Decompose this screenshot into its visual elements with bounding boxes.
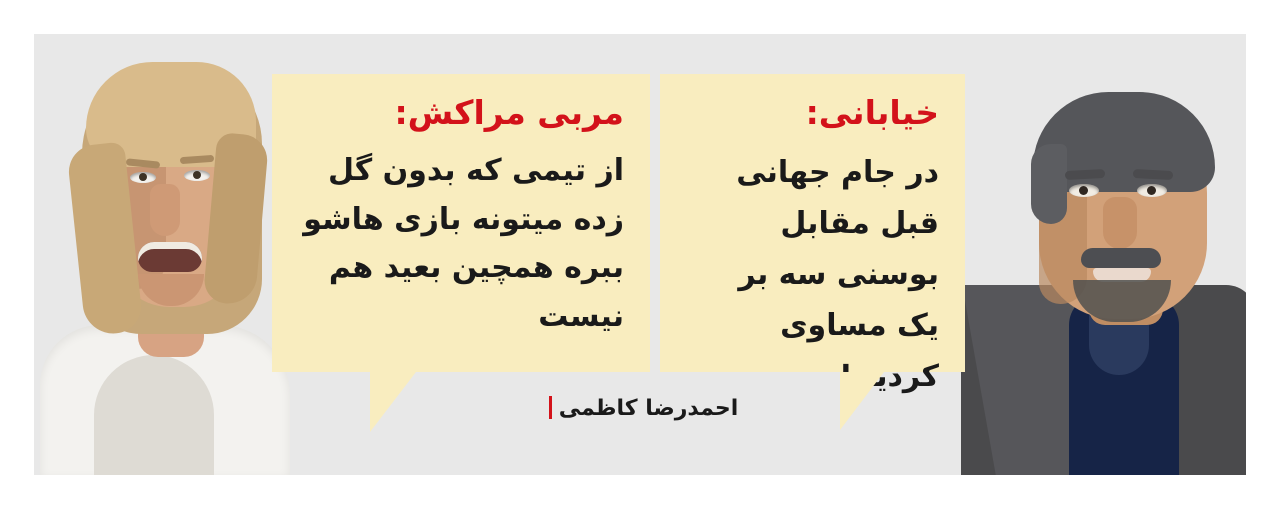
speech-bubble-coach-quote: از تیمی که بدون گل زده میتونه بازی هاشو ببره همچین بعید هم نیست bbox=[303, 153, 624, 335]
speech-bubble-khiabani bbox=[660, 74, 965, 395]
coach-pupil-right bbox=[193, 171, 201, 179]
khiabani-hair-side bbox=[1031, 144, 1067, 224]
coach-mouth bbox=[138, 242, 202, 272]
speech-bubble-khiabani-quote: در جام جهانی قبل مقابل بوسنی سه بر یک مساوی کردیم! bbox=[736, 155, 939, 395]
coach-nose bbox=[150, 184, 180, 236]
coach-pupil-left bbox=[139, 173, 147, 181]
khiabani-nose bbox=[1103, 197, 1137, 249]
artist-credit-name: احمدرضا کاظمی bbox=[558, 396, 739, 421]
credit-divider-bar bbox=[549, 396, 552, 419]
speech-bubble-coach-speaker: مربی مراکش: bbox=[394, 93, 624, 132]
khiabani-pupil-right bbox=[1147, 186, 1156, 195]
speech-bubble-khiabani-speaker: خیابانی: bbox=[805, 93, 939, 132]
speech-bubble-coach bbox=[272, 74, 650, 372]
khiabani-pupil-left bbox=[1079, 186, 1088, 195]
khiabani-mustache bbox=[1081, 248, 1161, 268]
artist-credit bbox=[0, 396, 1280, 421]
